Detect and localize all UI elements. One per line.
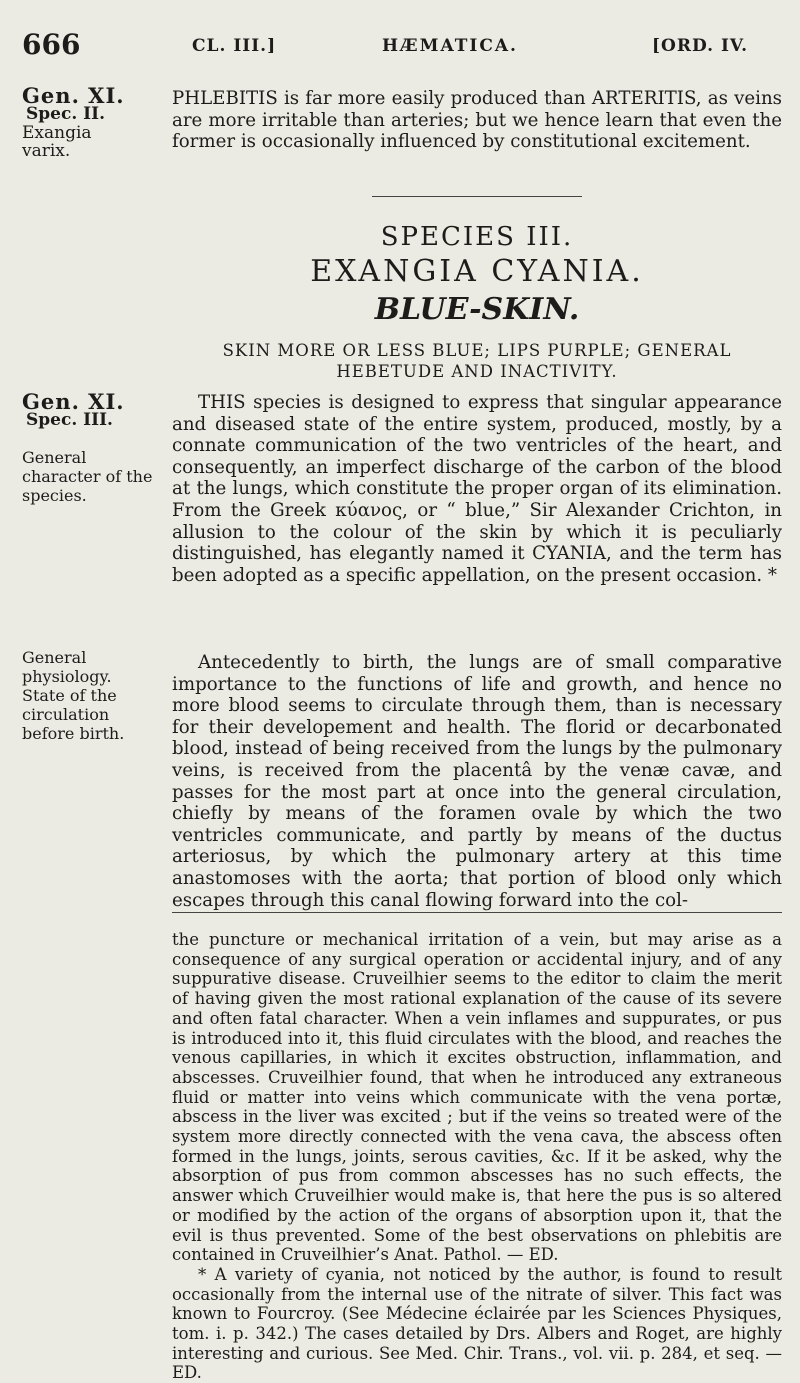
margin-line: physiology. [22, 667, 112, 686]
physiology-paragraph: Antecedently to birth, the lungs are of small comparative importance to the functions of life and growth, and hence no more blood seems to circulate through them, than is necessary for their developement and health. The florid or decarbonated blood, instead of being received from the lungs by the pulmonary veins, is received from the placentâ by the venæ cavæ, and passes for the most part at once into the general circulation, chiefly by means of the foramen ovale by which the two ventricles communicate, and partly by means of the ductus arteriosus, by which the pulmonary artery at this time anastomoses with the aorta; that portion of blood only which escapes through this canal flowing forward into the col- [172, 652, 782, 911]
species-characters: SKIN MORE OR LESS BLUE; LIPS PURPLE; GENERAL HEBETUDE AND INACTIVITY. [222, 341, 732, 381]
footnote-continued: the puncture or mechanical irritation of a vein, but may arise as a consequence of any surgical operation or accidental injury, and of any suppurative disease. Cruveilhier seems to the editor to claim the merit of having given the most rational explanation of the cause of its severe and often fatal character. When a vein inflames and suppurates, or pus is introduced into it, this fluid circulates with the blood, and reaches the venous capillaries, in which it excites obstruction, inflammation, and abscesses. Cruveilhier found, that when he introduced any extraneous fluid or matter into veins which communicate with the vena portæ, abscess in the liver was excited ; but if the veins so treated were of the system more directly connected with the vena cava, the abscess often formed in the lungs, joints, serous cavities, &c. If it be asked, why the absorption of pus from common abscesses has no such effects, the answer which Cruveilhier would make is, that here the pus is so altered or modified by the action of the organs of absorption upon it, that the evil is thus prevented. Some of the best observations on phlebitis are contained in Cruveilhier’s Anat. Pathol. — ED. [172, 930, 782, 1265]
footnote-cyania: * A variety of cyania, not noticed by the author, is found to result occasionally from the internal use of the nitrate of silver. This fact was known to Fourcroy. (See Médecine éclairée par les Sciences Physiques, tom. i. p. 342.) The cases detailed by Drs. Albers and Roget, are highly interesting and curious. See Med. Chir. Trans., vol. vii. p. 284, et seq. — ED. [172, 1264, 782, 1383]
margin-species: Spec. III. [26, 410, 113, 430]
margin-line: General [22, 648, 87, 667]
margin-line: character of the [22, 467, 153, 486]
section-divider [372, 196, 582, 197]
header-class-label: CL. III.] [192, 36, 277, 56]
header-title: HÆMATICA. [382, 36, 518, 56]
margin-note-physiology [22, 648, 162, 743]
species-paragraph: THIS species is designed to express that singular appearance and diseased state of the entire system, produced, mostly, by a connate communication of the two ventricles of the heart, and consequently, an imperfect discharge of the carbon of the blood at the lungs, which constitute the proper organ of its elimination. From the Greek κύανος, or “ blue,” Sir Alexander Crichton, in allusion to the colour of the skin by which it is peculiarly distinguished, has elegantly named it CYANIA, and the term has been adopted as a specific appellation, on the present occasion. * [172, 392, 782, 586]
running-header [22, 28, 782, 68]
margin-species: Spec. II. [26, 104, 105, 124]
margin-line: circulation [22, 705, 110, 724]
species-number: SPECIES III. [380, 222, 574, 252]
footnotes [172, 930, 782, 1383]
intro-paragraph: PHLEBITIS is far more easily produced than ARTERITIS, as veins are more irritable than arteries; but we hence learn that even the former is occasionally influenced by constitutional excitement. [172, 88, 782, 153]
header-order-label: [ORD. IV. [652, 36, 749, 56]
footnote-divider [172, 912, 782, 913]
species-name: EXANGIA CYANIA. [310, 254, 644, 289]
margin-line: species. [22, 486, 87, 505]
margin-line: before birth. [22, 724, 125, 743]
margin-note-genus-top [22, 83, 162, 161]
page-number: 666 [22, 28, 81, 61]
margin-name: varix. [22, 141, 71, 161]
margin-genus: Gen. XI. [22, 389, 125, 414]
margin-note-genus-mid [22, 389, 162, 430]
margin-line: General [22, 448, 87, 467]
margin-genus: Gen. XI. [22, 83, 125, 108]
margin-name: Exangia [22, 123, 92, 143]
species-common-name: BLUE-SKIN. [374, 292, 580, 327]
margin-line: State of the [22, 686, 117, 705]
margin-note-general-character [22, 448, 162, 505]
